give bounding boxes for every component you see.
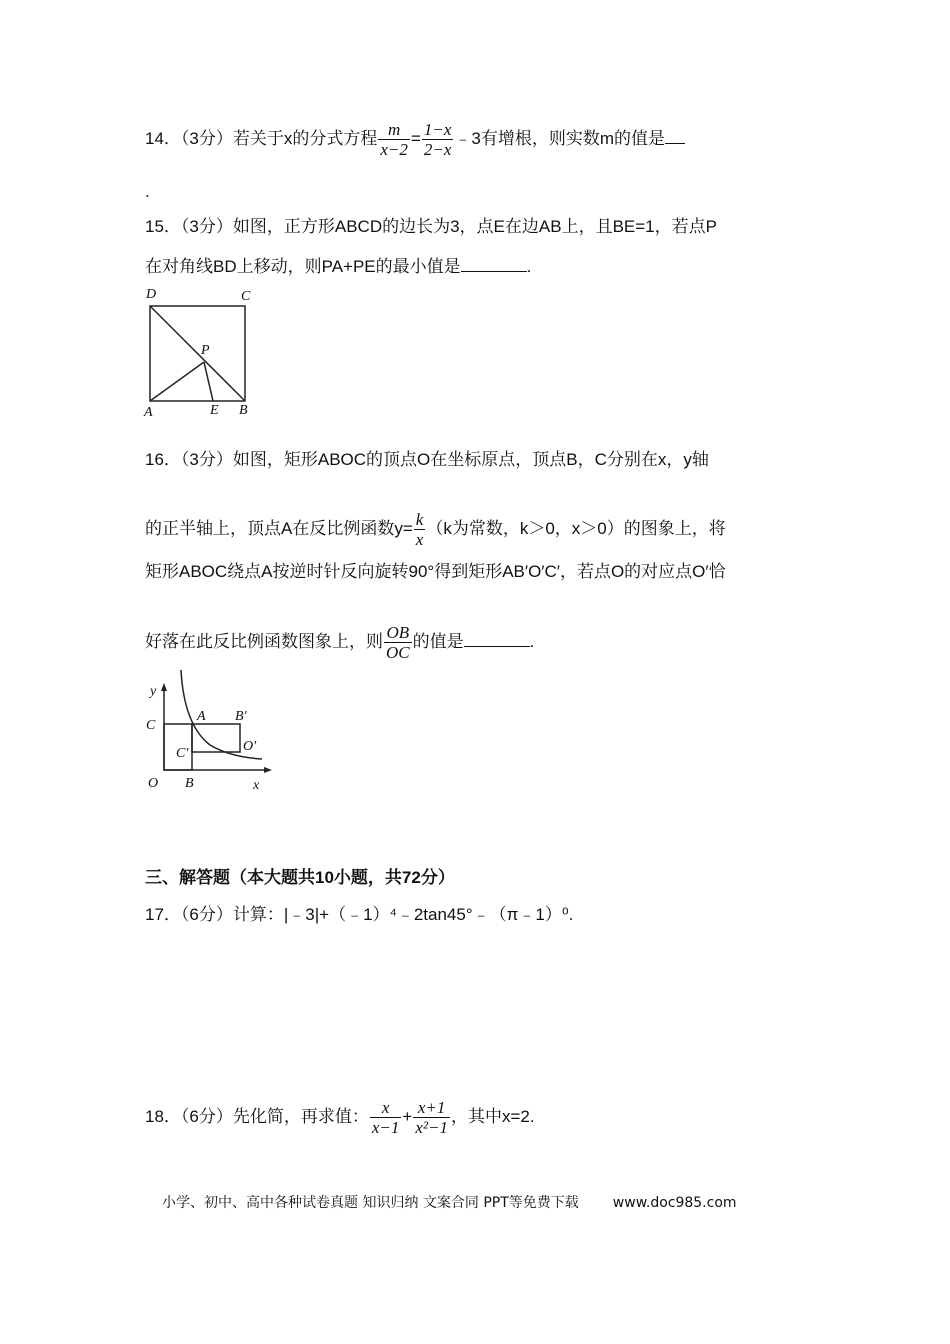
question-16-line2: 的正半轴上，顶点A在反比例函数y= $\frac{k}{x}$ （k为常数，k＞0，x＞0）的图象上，将 bbox=[145, 510, 726, 549]
q14-tail: ﹣3有增根，则实数m的值是 bbox=[454, 128, 665, 148]
section-heading: 三、解答题（本大题共10小题，共72分） bbox=[145, 868, 455, 887]
label-c-prime: C′ bbox=[176, 746, 189, 761]
question-15-line2: 在对角线BD上移动，则PA+PE的最小值是 . bbox=[145, 257, 532, 276]
q18-fraction-2: $\frac{x+1}{\text{x²−1}}$ bbox=[415, 1098, 448, 1137]
footer-text: 小学、初中、高中各种试卷真题 知识归纳 文案合同 PPT等免费下载 bbox=[162, 1195, 579, 1211]
question-16-line4: 好落在此反比例函数图象上，则 $\frac{OB}{OC}$ 的值是 . bbox=[145, 623, 535, 662]
label-p: P bbox=[201, 343, 210, 358]
footer-url: www.doc985.com bbox=[612, 1195, 737, 1211]
q18-fraction-1: $\frac{x}{x-1}$ bbox=[371, 1098, 400, 1137]
label-b: B bbox=[239, 403, 248, 418]
q16-fraction-ob-oc: $\frac{OB}{OC}$ bbox=[386, 623, 410, 662]
label-a: A bbox=[197, 709, 206, 724]
label-b-prime: B′ bbox=[235, 709, 247, 724]
label-o-prime: O′ bbox=[243, 739, 257, 754]
square-figure bbox=[140, 282, 260, 422]
label-y: y bbox=[150, 684, 157, 699]
answer-blank bbox=[665, 127, 685, 144]
answer-blank bbox=[461, 255, 527, 272]
rectangle-rotation-figure bbox=[140, 665, 280, 795]
question-17: 17．（6分）计算：|﹣3|+（﹣1）⁴﹣2tan45°﹣（π﹣1）⁰. bbox=[145, 905, 574, 924]
diagonal-bd bbox=[150, 306, 245, 401]
label-a: A bbox=[144, 405, 153, 420]
page-footer bbox=[162, 1192, 737, 1212]
question-14: 14．（3分）若关于x的分式方程 $\frac{m}{x-2}$ = $\frac{1-x}{2-x}$ ﹣3有增根，则实数m的值是 bbox=[145, 120, 685, 159]
q14-fraction-1-x: $\frac{1-x}{2-x}$ bbox=[423, 120, 452, 159]
q14-head: 14．（3分）若关于x的分式方程 bbox=[145, 128, 378, 148]
y-axis-arrow bbox=[161, 683, 167, 691]
answer-blank bbox=[464, 630, 530, 647]
question-16-line3: 矩形ABOC绕点A按逆时针反向旋转90°得到矩形AB′O′C′，若点O的对应点O′恰 bbox=[145, 562, 726, 581]
label-b: B bbox=[185, 776, 194, 791]
question-16-line1: 16．（3分）如图，矩形ABOC的顶点O在坐标原点，顶点B，C分别在x，y轴 bbox=[145, 450, 709, 469]
label-c: C bbox=[241, 289, 251, 304]
q14-end: . bbox=[145, 182, 150, 201]
label-c: C bbox=[146, 718, 156, 733]
x-axis-arrow bbox=[264, 767, 272, 773]
q16-fraction-k-x: $\frac{k}{x}$ bbox=[415, 510, 424, 549]
label-x: x bbox=[253, 778, 260, 793]
question-18: 18．（6分）先化简，再求值： $\frac{x}{x-1}$ + $\frac{x+1}{\text{x²−1}}$ ，其中x=2. bbox=[145, 1098, 535, 1137]
q14-fraction-m: $\frac{m}{x-2}$ bbox=[380, 120, 408, 159]
segment-pa bbox=[150, 362, 204, 401]
label-o: O bbox=[148, 776, 159, 791]
label-d: D bbox=[146, 287, 157, 302]
label-e: E bbox=[210, 403, 219, 418]
question-15-line1: 15．（3分）如图，正方形ABCD的边长为3，点E在边AB上，且BE=1，若点P bbox=[145, 217, 717, 236]
